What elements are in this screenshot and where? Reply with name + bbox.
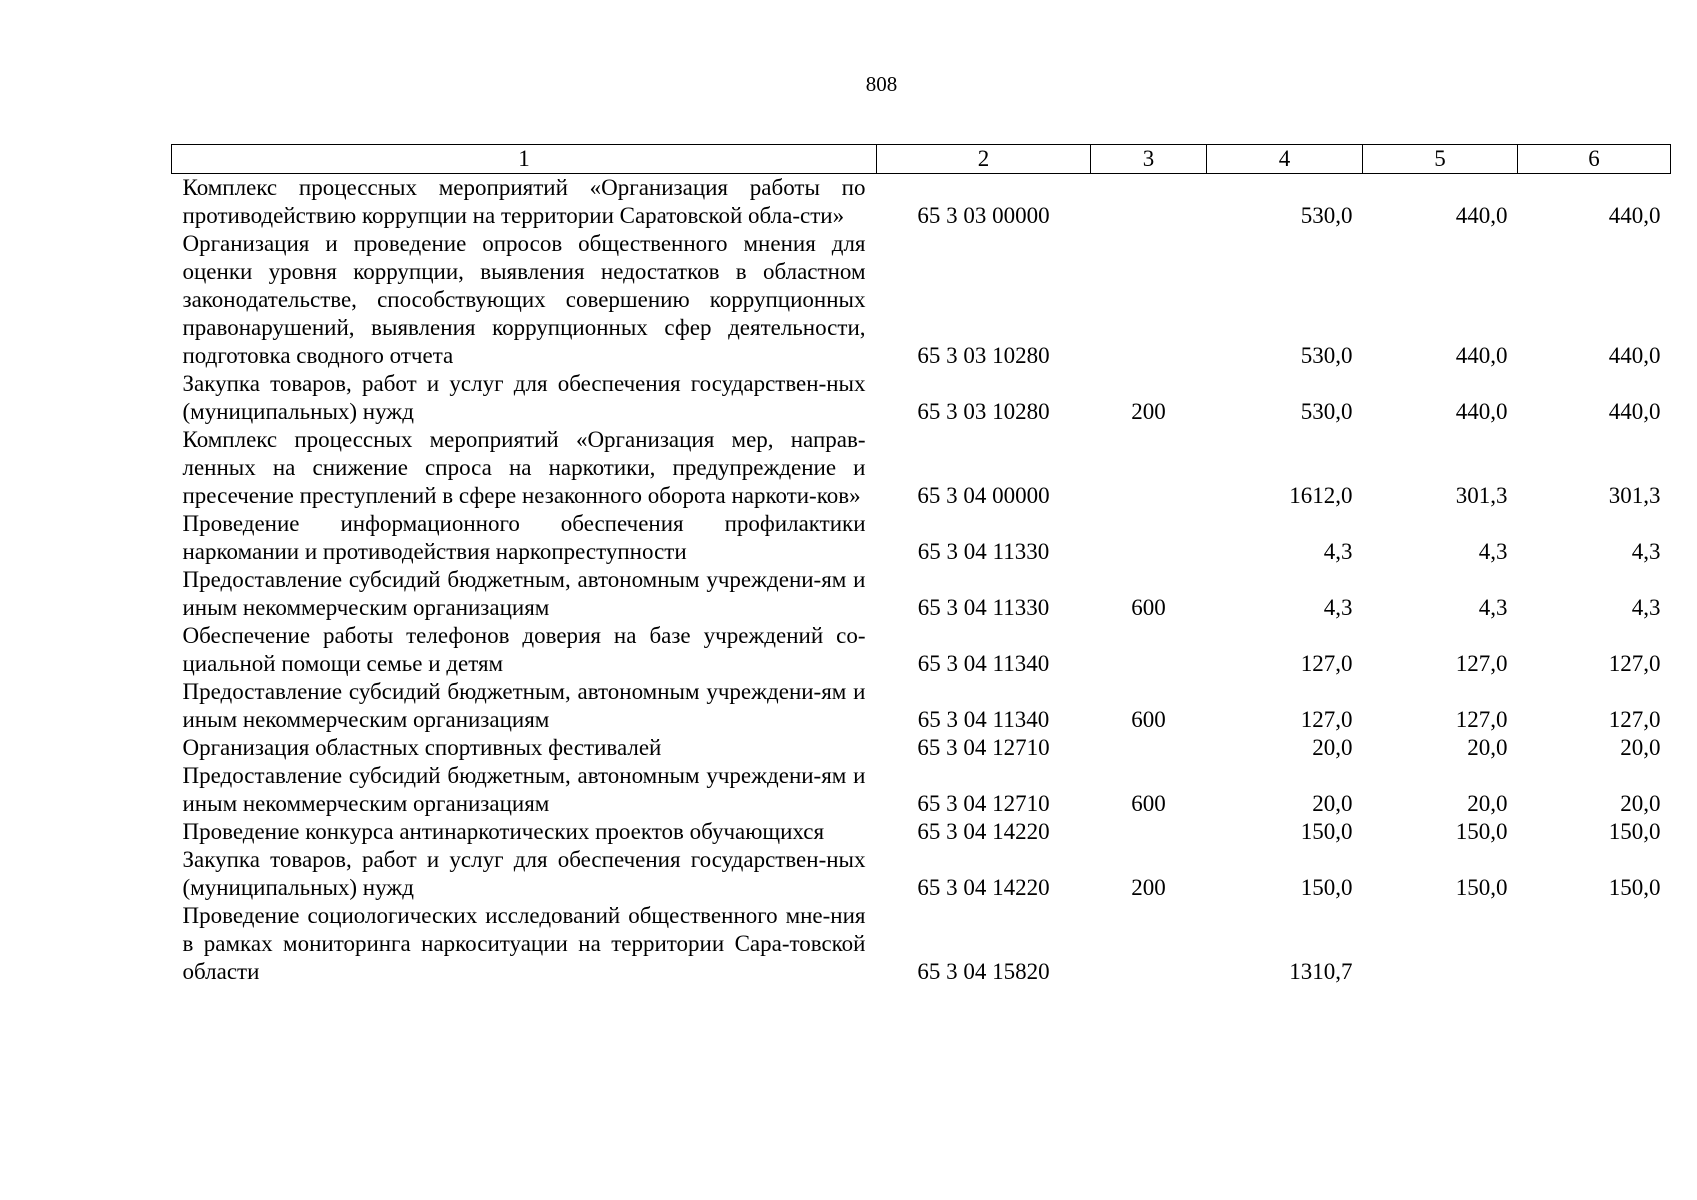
header-col-4: 4: [1207, 145, 1363, 174]
row-value-4: 20,0: [1312, 791, 1353, 816]
header-col-1: 1: [172, 145, 877, 174]
table-row: [172, 622, 1671, 678]
row-type: [1091, 510, 1207, 566]
row-value-4: 150,0: [1300, 819, 1353, 844]
header-col-2: 2: [877, 145, 1091, 174]
row-value-6: 4,3: [1631, 595, 1661, 620]
table-header: [172, 145, 1671, 174]
row-value-6: 150,0: [1608, 819, 1661, 844]
row-type: [1091, 622, 1207, 678]
row-value-4: 127,0: [1300, 707, 1353, 732]
row-value-5: 127,0: [1455, 651, 1508, 676]
table-row: [172, 230, 1671, 370]
row-value-6: 127,0: [1608, 651, 1661, 676]
table-row: [172, 678, 1671, 734]
row-value-5: 20,0: [1467, 735, 1508, 760]
row-value-6: 150,0: [1608, 875, 1661, 900]
row-type: [1091, 818, 1207, 846]
row-value-6: 440,0: [1608, 203, 1661, 228]
table-row: [172, 902, 1671, 986]
header-col-3: 3: [1091, 145, 1207, 174]
row-value-4: 530,0: [1300, 399, 1353, 424]
row-type: [1091, 174, 1207, 231]
row-value-5: 440,0: [1455, 343, 1508, 368]
row-type: 200: [1131, 875, 1166, 900]
row-code: 65 3 04 00000: [917, 483, 1050, 508]
row-name: Проведение информационного обеспечения профилактики наркомании и противодействия наркопреступности: [182, 511, 866, 564]
row-type: [1091, 426, 1207, 510]
row-name: Проведение конкурса антинаркотических проектов обучающихся: [182, 819, 825, 844]
row-code: 65 3 04 14220: [917, 875, 1050, 900]
row-code: 65 3 04 14220: [917, 819, 1050, 844]
row-type: 600: [1131, 707, 1166, 732]
row-value-4: 4,3: [1323, 539, 1353, 564]
table-row: [172, 174, 1671, 231]
row-code: 65 3 04 11330: [917, 595, 1050, 620]
row-value-5: 4,3: [1478, 539, 1508, 564]
row-value-4: 1310,7: [1289, 959, 1353, 984]
row-value-6: 4,3: [1631, 539, 1661, 564]
row-value-5: 150,0: [1455, 875, 1508, 900]
table-row: [172, 426, 1671, 510]
row-type: [1091, 230, 1207, 370]
row-value-4: 150,0: [1300, 875, 1353, 900]
row-name: Проведение социологических исследований общественного мне-ния в рамках мониторинга наркоситуации на территории Сара-товской области: [182, 903, 866, 984]
table-row: [172, 566, 1671, 622]
row-name: Организация и проведение опросов общественного мнения для оценки уровня коррупции, выявления недостатков в областном законодательстве, способствующих совершению коррупционных правонарушений, выявления коррупционных сфер деятельности, подготовка сводного отчета: [182, 231, 866, 368]
row-value-5: 4,3: [1478, 595, 1508, 620]
row-value-6: 20,0: [1620, 735, 1661, 760]
header-col-5: 5: [1363, 145, 1518, 174]
row-value-4: 530,0: [1300, 343, 1353, 368]
row-code: 65 3 04 11340: [917, 707, 1050, 732]
row-name: Закупка товаров, работ и услуг для обеспечения государствен-ных (муниципальных) нужд: [182, 847, 866, 900]
row-name: Закупка товаров, работ и услуг для обеспечения государствен-ных (муниципальных) нужд: [182, 371, 866, 424]
row-name: Комплекс процессных мероприятий «Организация работы по противодействию коррупции на территории Саратовской обла-сти»: [182, 175, 866, 228]
table-row: [172, 734, 1671, 762]
row-value-5: 440,0: [1455, 399, 1508, 424]
table-row: [172, 762, 1671, 818]
row-name: Комплекс процессных мероприятий «Организация мер, направ-ленных на снижение спроса на наркотики, предупреждение и пресечение преступлений в сфере незаконного оборота наркоти-ков»: [182, 427, 866, 508]
row-name: Предоставление субсидий бюджетным, автономным учреждени-ям и иным некоммерческим организациям: [182, 679, 866, 732]
row-value-4: 1612,0: [1289, 483, 1353, 508]
row-type: 600: [1131, 595, 1166, 620]
table-body: [172, 174, 1671, 987]
header-row: [172, 145, 1671, 174]
row-value-5: 127,0: [1455, 707, 1508, 732]
row-type: 200: [1131, 399, 1166, 424]
row-value-4: 20,0: [1312, 735, 1353, 760]
row-value-5: 20,0: [1467, 791, 1508, 816]
table-row: [172, 818, 1671, 846]
table-row: [172, 370, 1671, 426]
row-value-6: 440,0: [1608, 343, 1661, 368]
row-name: Предоставление субсидий бюджетным, автономным учреждени-ям и иным некоммерческим организациям: [182, 567, 866, 620]
row-value-5: 150,0: [1455, 819, 1508, 844]
table-row: [172, 510, 1671, 566]
row-code: 65 3 04 11330: [917, 539, 1050, 564]
header-col-6: 6: [1518, 145, 1671, 174]
row-value-4: 4,3: [1323, 595, 1353, 620]
row-code: 65 3 03 10280: [917, 399, 1050, 424]
row-value-6: 301,3: [1608, 483, 1661, 508]
row-name: Обеспечение работы телефонов доверия на базе учреждений со-циальной помощи семье и детям: [182, 623, 866, 676]
row-value-6: 440,0: [1608, 399, 1661, 424]
row-name: Организация областных спортивных фестивалей: [182, 735, 662, 760]
table-row: [172, 846, 1671, 902]
row-code: 65 3 04 15820: [917, 959, 1050, 984]
row-code: 65 3 04 12710: [917, 735, 1050, 760]
row-type: [1091, 902, 1207, 986]
row-type: [1091, 734, 1207, 762]
row-code: 65 3 04 11340: [917, 651, 1050, 676]
row-value-6: [1518, 902, 1671, 986]
row-code: 65 3 04 12710: [917, 791, 1050, 816]
row-name: Предоставление субсидий бюджетным, автономным учреждени-ям и иным некоммерческим организациям: [182, 763, 866, 816]
row-value-5: 301,3: [1455, 483, 1508, 508]
row-value-4: 127,0: [1300, 651, 1353, 676]
row-value-5: [1363, 902, 1518, 986]
row-value-6: 127,0: [1608, 707, 1661, 732]
row-value-4: 530,0: [1300, 203, 1353, 228]
row-type: 600: [1131, 791, 1166, 816]
page-number: 808: [865, 72, 898, 96]
row-value-5: 440,0: [1455, 203, 1508, 228]
budget-table: [171, 144, 1671, 986]
row-code: 65 3 03 00000: [917, 203, 1050, 228]
row-value-6: 20,0: [1620, 791, 1661, 816]
row-code: 65 3 03 10280: [917, 343, 1050, 368]
